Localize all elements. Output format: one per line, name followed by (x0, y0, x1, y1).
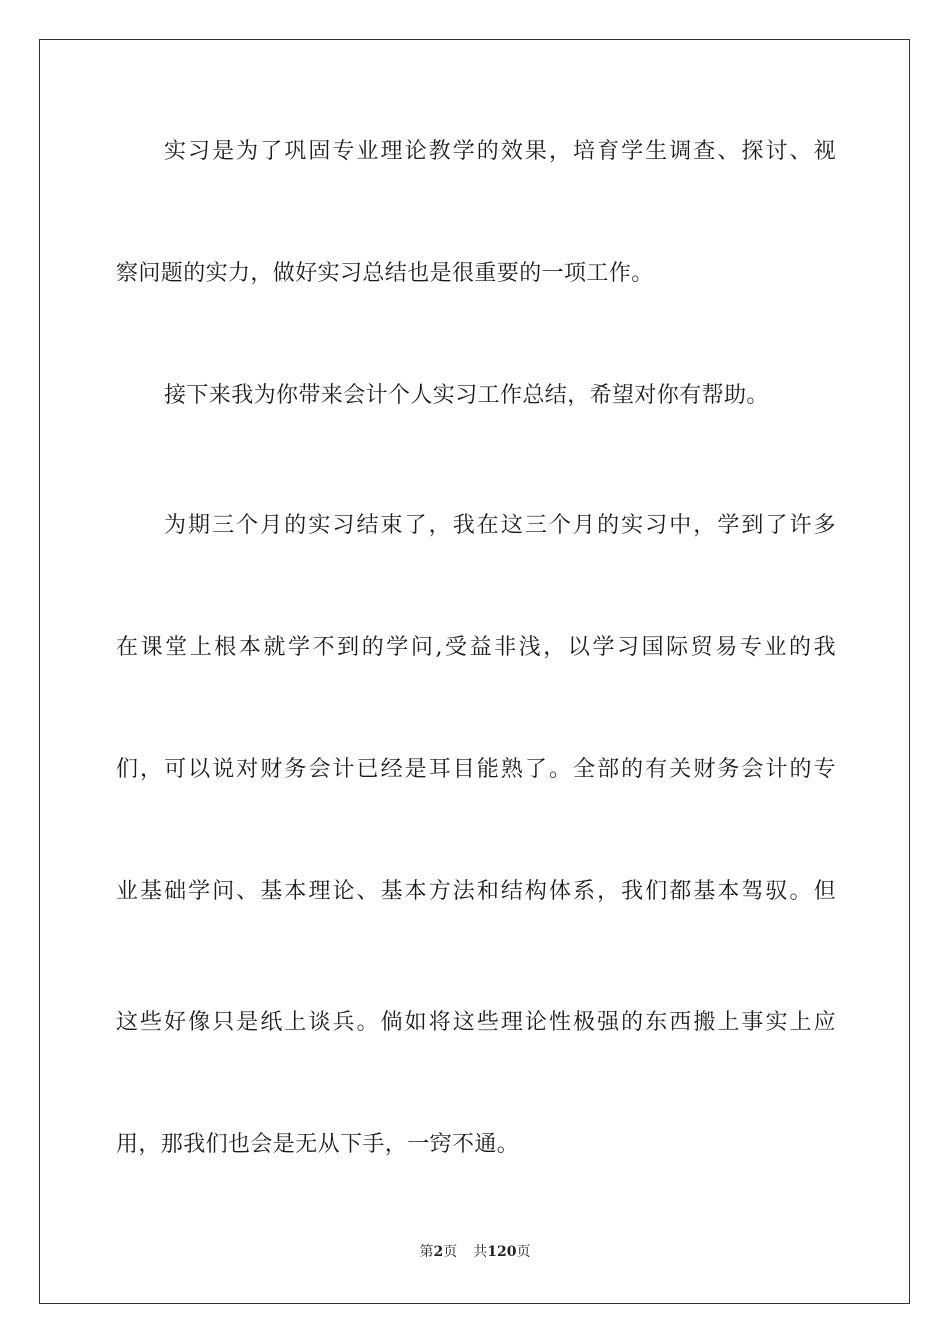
footer-page-prefix: 第 (419, 1244, 434, 1260)
footer-total-suffix: 页 (516, 1244, 531, 1260)
paragraph-3-line-3: 们，可以说对财务会计已经是耳目能熟了。全部的有关财务会计的专 (116, 757, 836, 782)
paragraph-3-line-4: 业基础学问、基本理论、基本方法和结构体系，我们都基本驾驭。但 (116, 879, 836, 904)
paragraph-3-line-5: 这些好像只是纸上谈兵。倘如将这些理论性极强的东西搬上事实上应 (116, 1010, 836, 1035)
paragraph-1-line-1: 实习是为了巩固专业理论教学的效果，培育学生调查、探讨、视 (164, 139, 836, 164)
paragraph-3-line-1: 为期三个月的实习结束了，我在这三个月的实习中，学到了许多 (164, 513, 836, 538)
footer-total-pages: 120 (487, 1244, 517, 1260)
paragraph-3-line-2: 在课堂上根本就学不到的学问,受益非浅，以学习国际贸易专业的我 (116, 635, 836, 660)
footer-page-number: 2 (433, 1244, 444, 1260)
paragraph-3-line-6: 用，那我们也会是无从下手，一窍不通。 (116, 1132, 520, 1157)
page-footer (0, 1243, 950, 1261)
paragraph-2-line-1: 接下来我为你带来会计个人实习工作总结，希望对你有帮助。 (164, 383, 769, 408)
page-frame (39, 39, 910, 1304)
paragraph-1-line-2: 察问题的实力，做好实习总结也是很重要的一项工作。 (116, 261, 654, 286)
footer-page-suffix: 页 (443, 1244, 458, 1260)
footer-total-prefix: 共 (473, 1244, 488, 1260)
